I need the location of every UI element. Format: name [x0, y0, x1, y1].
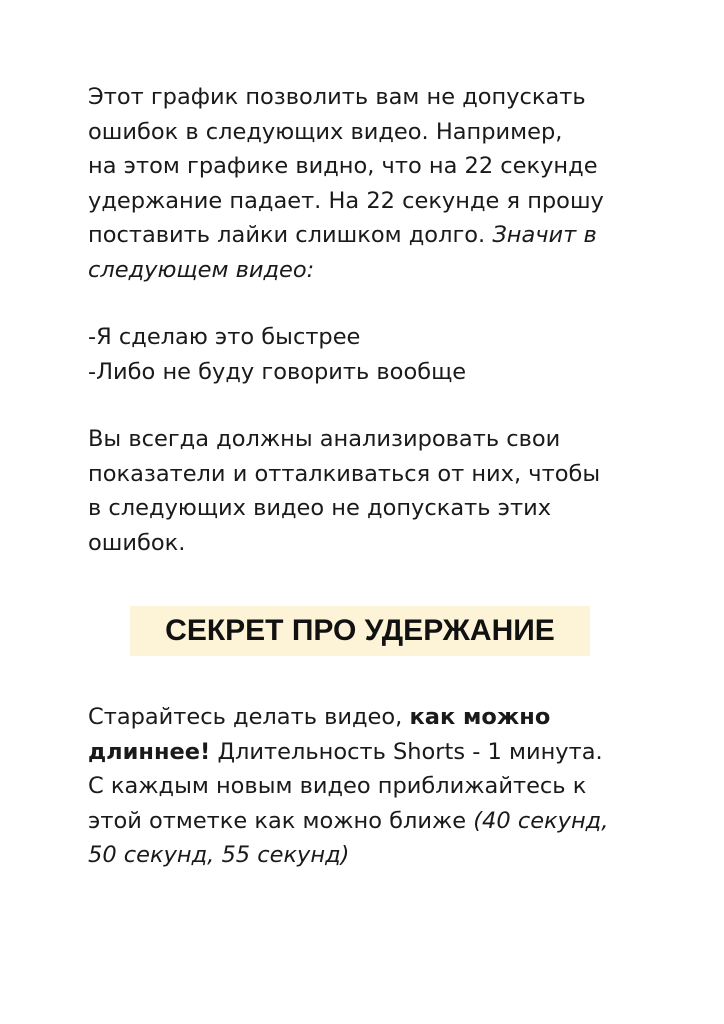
text-line: в следующих видео не допускать этих — [88, 495, 552, 521]
text-line: Этот график позволить вам не допускать — [88, 84, 586, 110]
text-line: показатели и отталкиваться от них, чтобы — [88, 460, 601, 487]
text-run: поставить лайки слишком долго. — [88, 222, 493, 248]
options-list — [88, 320, 688, 389]
text-line: ошибок в следующих видео. Например, — [88, 118, 563, 145]
analysis-paragraph — [88, 422, 688, 560]
text-line — [88, 735, 688, 770]
text-line: ошибок. — [88, 529, 186, 556]
bold-text: длиннее! — [88, 738, 211, 765]
bold-text: как можно — [409, 704, 551, 730]
text-line — [88, 253, 688, 288]
text-line — [88, 838, 688, 873]
advice-paragraph — [88, 700, 688, 873]
text-line: удержание падает. На 22 секунде я прошу — [88, 187, 604, 214]
section-heading: СЕКРЕТ ПРО УДЕРЖАНИЕ — [130, 606, 590, 656]
text-line — [88, 700, 688, 735]
option-item: -Я сделаю это быстрее — [88, 324, 361, 350]
italic-text: Значит в — [492, 222, 597, 248]
text-run: этой отметке как можно ближе — [88, 807, 474, 834]
italic-text: следующем видео: — [88, 256, 315, 283]
text-line: С каждым новым видео приближайтесь к — [88, 773, 587, 799]
text-run: Старайтесь делать видео, — [88, 704, 410, 730]
italic-text: (40 секунд, — [473, 807, 609, 834]
option-item: -Либо не буду говорить вообще — [88, 358, 467, 385]
text-line: Вы всегда должны анализировать свои — [88, 426, 561, 452]
text-line: на этом графике видно, что на 22 секунде — [88, 153, 598, 179]
intro-paragraph — [88, 80, 688, 287]
text-run: Длительность Shorts - 1 минута. — [210, 738, 603, 765]
italic-text: 50 секунд, 55 секунд) — [88, 842, 350, 868]
text-line — [88, 804, 688, 839]
text-line — [88, 218, 688, 253]
